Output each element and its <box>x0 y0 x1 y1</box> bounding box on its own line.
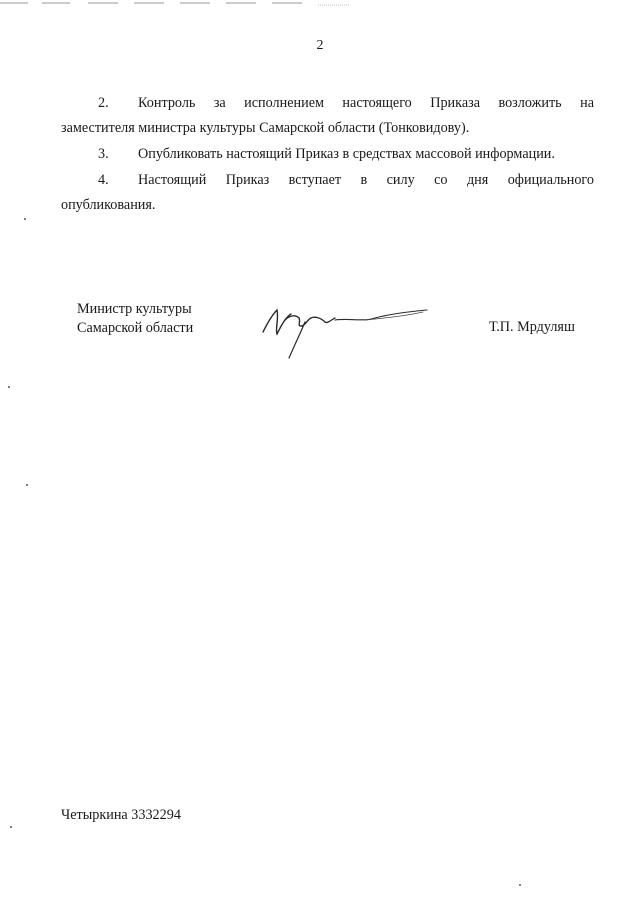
scan-speck <box>10 826 12 828</box>
paragraph-3 <box>61 142 594 167</box>
signer-title-line-1: Министр культуры <box>77 301 192 317</box>
executor-contact: Четыркина 3332294 <box>61 807 181 823</box>
scan-artifact-top <box>0 0 360 8</box>
paragraph-3-text-1: Опубликовать настоящий Приказ в средствах массовой информации. <box>138 146 555 162</box>
paragraph-4-number: 4. <box>98 172 109 188</box>
paragraph-2-text-1: Контроль за исполнением настоящего Приказа возложить на <box>138 95 594 111</box>
paragraph-4-line-1 <box>61 168 594 193</box>
scan-speck <box>8 386 10 388</box>
paragraph-2-number: 2. <box>98 95 109 111</box>
signer-title <box>77 300 193 338</box>
paragraph-2 <box>61 91 594 141</box>
handwritten-signature <box>255 296 435 366</box>
paragraph-4 <box>61 168 594 218</box>
paragraph-2-line-1 <box>61 91 594 116</box>
scan-speck <box>24 218 26 220</box>
page-number: 2 <box>316 38 324 53</box>
scan-speck <box>519 884 521 886</box>
paragraph-3-line-1 <box>61 142 594 167</box>
paragraph-4-line-2: опубликования. <box>61 197 156 213</box>
scan-speck <box>26 484 28 486</box>
paragraph-3-number: 3. <box>98 146 109 162</box>
paragraph-2-line-2: заместителя министра культуры Самарской области (Тонковидову). <box>61 120 470 136</box>
paragraph-4-text-1: Настоящий Приказ вступает в силу со дня официального <box>138 172 594 188</box>
signer-title-line-2: Самарской области <box>77 320 194 336</box>
signer-name: Т.П. Мрдуляш <box>489 319 575 335</box>
